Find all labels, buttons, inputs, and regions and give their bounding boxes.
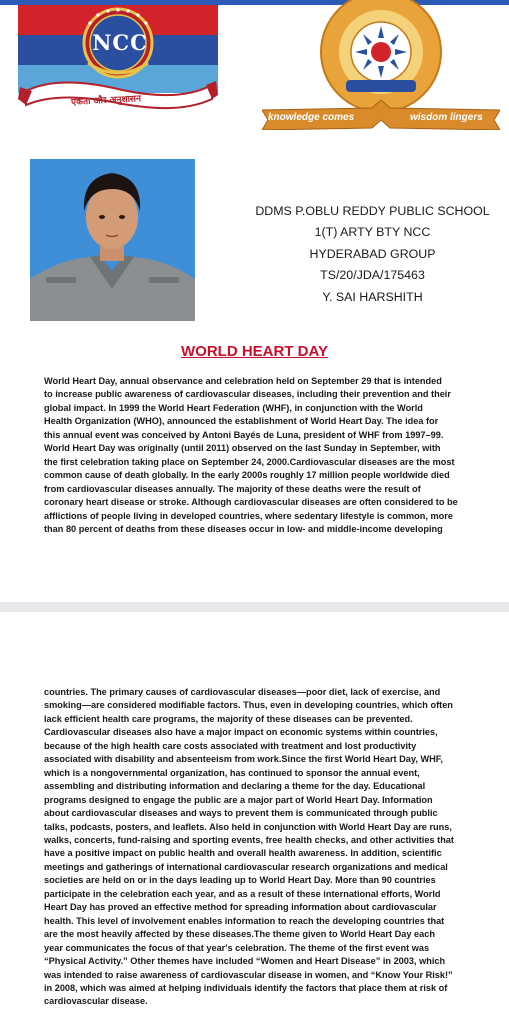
school-motto-right: wisdom lingers (410, 112, 483, 123)
cadet-photo (30, 159, 195, 321)
cadet-info-block (240, 201, 505, 308)
text-line: in 2008, which was aimed at helping individuals identify the factors that place them at risk of (44, 982, 448, 993)
text-line: common cause of death globally. In the early 2000s roughly 17 million people worldwide died (44, 470, 450, 481)
text-line: World Heart Day was originally (until 2011) observed on the last Sunday in September, with (44, 443, 441, 454)
text-line: programs designed to engage the public are a major part of World Heart Day. Information (44, 794, 433, 805)
text-line: from cardiovascular diseases annually. The majority of these deaths were the result of (44, 483, 421, 494)
text-line: “Physical Activity.” Other themes have included “Women and Heart Disease” in 2003, which (44, 956, 446, 967)
text-line: are the most heavily affected by these diseases.The theme given to World Heart Day each (44, 929, 435, 940)
text-line: this annual event was conceived by Antoni Bayés de Luna, president of WHF from 1997–99. (44, 429, 444, 440)
text-line: about cardiovascular diseases and ways to prevent them is communicated through public (44, 808, 438, 819)
text-line: which is a nongovernmental organization, has continued to sponsor the annual event, (44, 767, 420, 778)
text-line: talks, podcasts, posters, and leaflets. Also held in conjunction with World Heart Day are runs, (44, 821, 452, 832)
text-line: to increase public awareness of cardiovascular diseases, including their prevention and their (44, 389, 451, 400)
info-group: HYDERABAD GROUP (309, 246, 436, 261)
school-motto-left: knowledge comes (268, 112, 355, 123)
paragraph-2 (44, 686, 470, 1009)
text-line: was intended to raise awareness of cardiovascular disease in women, and “Know Your Risk!” (44, 969, 453, 980)
text-line: societies are held on or in the days leading up to World Heart Day. More than 90 countries (44, 875, 436, 886)
text-line: associated with disability and absenteeism from work.Since the first World Heart Day, WHF, (44, 754, 443, 765)
school-logo (262, 0, 500, 130)
text-line: the first celebration taking place on September 24, 2000.Cardiovascular diseases are the most (44, 456, 455, 467)
ncc-logo-label: NCC (92, 30, 148, 55)
text-line: have a positive impact on public health and overall health awareness. In addition, scientific (44, 848, 442, 859)
text-line: countries. The primary causes of cardiovascular diseases—poor diet, lack of exercise, and (44, 687, 441, 697)
ncc-motto: एकता और अनुशासन (70, 94, 142, 108)
text-line: World Heart Day, annual observance and celebration held on September 29 that is intended (44, 376, 442, 386)
text-line: assembling and distributing information and declaring a theme for the day. Educational (44, 781, 426, 792)
info-regimental-number: TS/20/JDA/175463 (320, 268, 425, 283)
text-line: Cardiovascular diseases also have a major impact on economic systems within countries, (44, 727, 438, 738)
text-line: Health Organization (WHO), announced the establishment of World Heart Day. The idea for (44, 416, 439, 427)
text-line: cardiovascular disease. (44, 996, 148, 1007)
text-line: because of the high health care costs associated with treatment and lost productivity (44, 740, 417, 751)
text-line: participate in the celebration each year, and as a result of these international efforts, World (44, 888, 441, 899)
info-unit: 1(T) ARTY BTY NCC (314, 225, 431, 240)
document-page-2 (0, 612, 509, 1024)
text-line: afflictions of people living in developed countries, where sedentary lifestyle is common, more (44, 510, 453, 521)
text-line: coronary heart disease or stroke. Although cardiovascular diseases are often considered to be (44, 497, 458, 508)
paragraph-1 (44, 375, 470, 536)
text-line: Heart Day has proved an effective method for spreading information about cardiovascular (44, 902, 437, 913)
text-line: health. This level of involvement enables information to reach the developing countries that (44, 915, 445, 926)
text-line: lack efficient health care programs, the majority of these diseases can be prevented. (44, 713, 413, 724)
text-line: meetings and gatherings of international cardiovascular research organizations and medical (44, 861, 448, 872)
text-line: than 80 percent of deaths from these diseases occur in low- and middle-income developing (44, 523, 443, 534)
text-line: smoking—are considered modifiable factors. Thus, even in developing countries, which often (44, 700, 453, 711)
text-line: year communicates the focus of that year's celebration. The theme of the first event was (44, 942, 430, 953)
info-school-name: DDMS P.OBLU REDDY PUBLIC SCHOOL (255, 204, 490, 218)
info-cadet-name: Y. SAI HARSHITH (322, 289, 423, 304)
text-line: walks, concerts, fund-raising and sporting events, free health checks, and other activities that (44, 834, 454, 845)
text-line: global impact. In 1999 the World Heart Federation (WHF), in conjunction with the World (44, 402, 423, 413)
document-title: WORLD HEART DAY (181, 343, 328, 360)
